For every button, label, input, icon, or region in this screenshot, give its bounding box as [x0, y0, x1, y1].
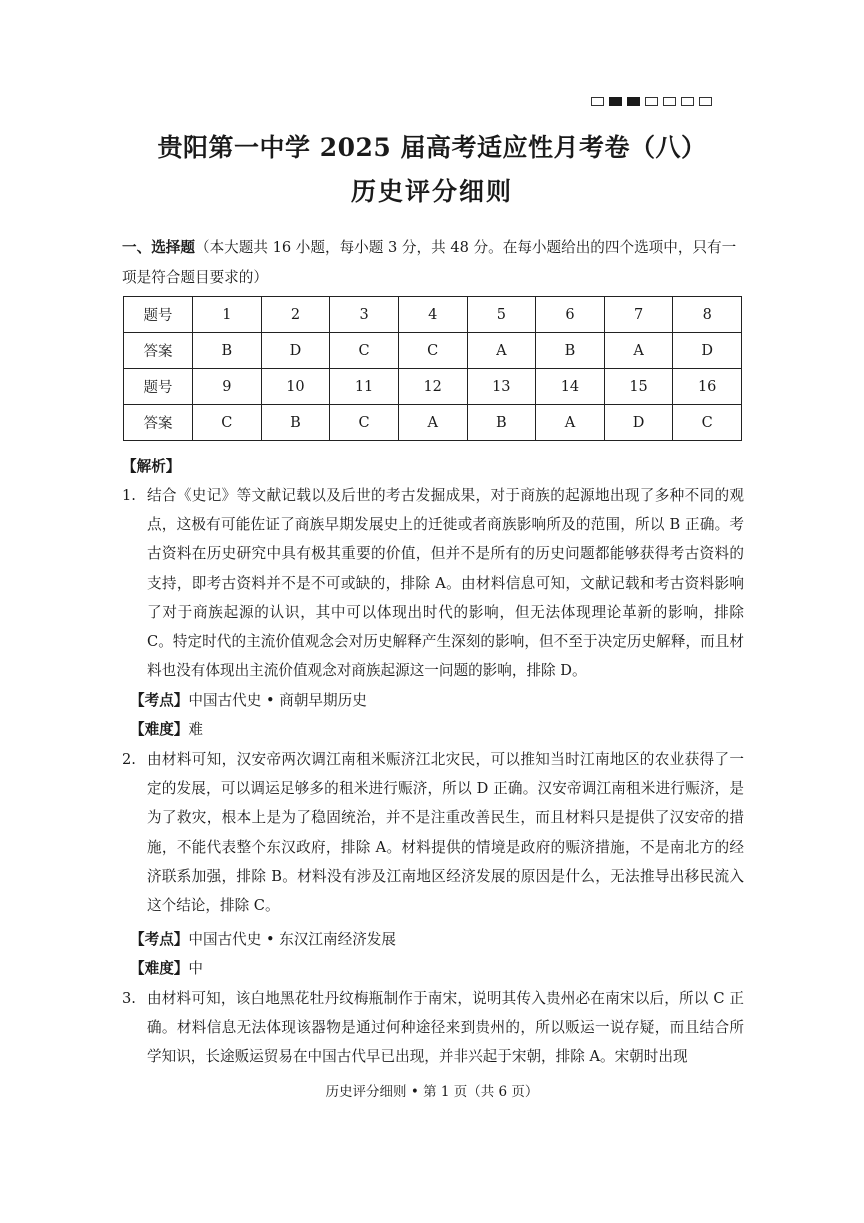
section-instructions: （本大题共 16 小题，每小题 3 分，共 48 分。在每小题给出的四个选项中，只有一项是符合题目要求的） [122, 239, 737, 286]
table-cell: D [673, 333, 742, 369]
table-cell: B [536, 333, 605, 369]
question-number: 1. [122, 487, 136, 504]
table-cell: A [467, 333, 536, 369]
page-marker-box [663, 97, 676, 106]
nandu-value: 中 [188, 960, 203, 977]
table-cell: 2 [261, 297, 330, 333]
table-cell: A [604, 333, 673, 369]
table-row [124, 333, 742, 369]
table-cell: 16 [673, 369, 742, 405]
table-cell: C [330, 405, 399, 441]
table-row-header: 答案 [124, 405, 193, 441]
table-row [124, 405, 742, 441]
table-cell: B [193, 333, 262, 369]
question-explanation: 结合《史记》等文献记载以及后世的考古发掘成果，对于商族的起源地出现了多种不同的观点，这极有可能佐证了商族早期发展史上的迁徙或者商族影响所及的范围，所以 B 正确。考古资料在历史研究中具有极其重要的价值，但并不是所有的历史问题都能够获得考古资料的支持，即考古资料并不是不可或缺的，排除 A。由材料信息可知，文献记载和考古资料影响了对于商族起源的认识，其中可以体现出时代的影响，但无法体现理论革新的影响，排除 C。特定时代的主流价值观念会对历史解释产生深刻的影响，但不至于决定历史解释，而且材料也没有体现出主流价值观念对商族起源这一问题的影响，排除 D。 [147, 487, 744, 680]
table-cell: C [398, 333, 467, 369]
document-subtitle: 历史评分细则 [350, 177, 513, 206]
page-marker-box [627, 97, 640, 106]
answer-table [123, 296, 742, 441]
table-row [124, 369, 742, 405]
section-heading [122, 233, 742, 293]
table-cell: D [261, 333, 330, 369]
table-cell: C [673, 405, 742, 441]
kaodian-value: 中国古代史 • 商朝早期历史 [188, 692, 367, 709]
table-cell: 8 [673, 297, 742, 333]
table-row [124, 297, 742, 333]
page-marker-box [645, 97, 658, 106]
table-row-header: 答案 [124, 333, 193, 369]
table-cell: B [467, 405, 536, 441]
table-cell: 3 [330, 297, 399, 333]
nandu-value: 难 [188, 721, 203, 738]
kaodian-label: 【考点】 [130, 931, 189, 948]
question-explanation: 由材料可知，汉安帝两次调江南租米赈济江北灾民，可以推知当时江南地区的农业获得了一定的发展，可以调运足够多的租米进行赈济，所以 D 正确。汉安帝调江南租米进行赈济，是为了救灾，根本上是为了稳固统治，并不是注重改善民生，而且材料只是提供了汉安帝的措施，不能代表整个东汉政府，排除 A。材料提供的情境是政府的赈济措施，不是南北方的经济联系加强，排除 B。材料没有涉及江南地区经济发展的原因是什么，无法推导出移民流入这个结论，排除 C。 [147, 751, 744, 915]
nandu-label: 【难度】 [130, 960, 189, 977]
table-row-header: 题号 [124, 297, 193, 333]
page-marker-box [699, 97, 712, 106]
kaodian-value: 中国古代史 • 东汉江南经济发展 [188, 931, 396, 948]
question-1 [122, 481, 744, 685]
page-marker-box [591, 97, 604, 106]
table-cell: C [330, 333, 399, 369]
nandu-row [130, 957, 203, 978]
section-title: 一、选择题 [122, 239, 195, 256]
nandu-row [130, 718, 203, 739]
page-marker-box [681, 97, 694, 106]
document-title: 贵阳第一中学 2025 届高考适应性月考卷（八） [157, 133, 707, 162]
analysis-label: 【解析】 [122, 458, 181, 475]
nandu-label: 【难度】 [130, 721, 189, 738]
table-cell: 5 [467, 297, 536, 333]
table-cell: 11 [330, 369, 399, 405]
page-marker-box [609, 97, 622, 106]
table-cell: A [398, 405, 467, 441]
table-cell: A [536, 405, 605, 441]
table-row-header: 题号 [124, 369, 193, 405]
table-cell: D [604, 405, 673, 441]
question-3 [122, 984, 744, 1072]
page-footer: 历史评分细则 • 第 1 页（共 6 页） [325, 1084, 539, 1100]
table-cell: 12 [398, 369, 467, 405]
question-number: 2. [122, 751, 136, 768]
page-marker-boxes [591, 97, 712, 106]
kaodian-row [130, 928, 396, 949]
table-cell: 10 [261, 369, 330, 405]
table-cell: B [261, 405, 330, 441]
question-2 [122, 745, 744, 920]
kaodian-row [130, 689, 367, 710]
table-cell: 14 [536, 369, 605, 405]
table-cell: 4 [398, 297, 467, 333]
table-cell: 15 [604, 369, 673, 405]
table-cell: 6 [536, 297, 605, 333]
table-cell: 9 [193, 369, 262, 405]
question-explanation: 由材料可知，该白地黑花牡丹纹梅瓶制作于南宋，说明其传入贵州必在南宋以后，所以 C 正确。材料信息无法体现该器物是通过何种途径来到贵州的，所以贩运一说存疑，而且结合所学知识，长途贩运贸易在中国古代早已出现，并非兴起于宋朝，排除 A。宋朝时出现 [147, 990, 744, 1066]
table-cell: 7 [604, 297, 673, 333]
table-cell: C [193, 405, 262, 441]
table-cell: 1 [193, 297, 262, 333]
table-cell: 13 [467, 369, 536, 405]
question-number: 3. [122, 990, 136, 1007]
kaodian-label: 【考点】 [130, 692, 189, 709]
